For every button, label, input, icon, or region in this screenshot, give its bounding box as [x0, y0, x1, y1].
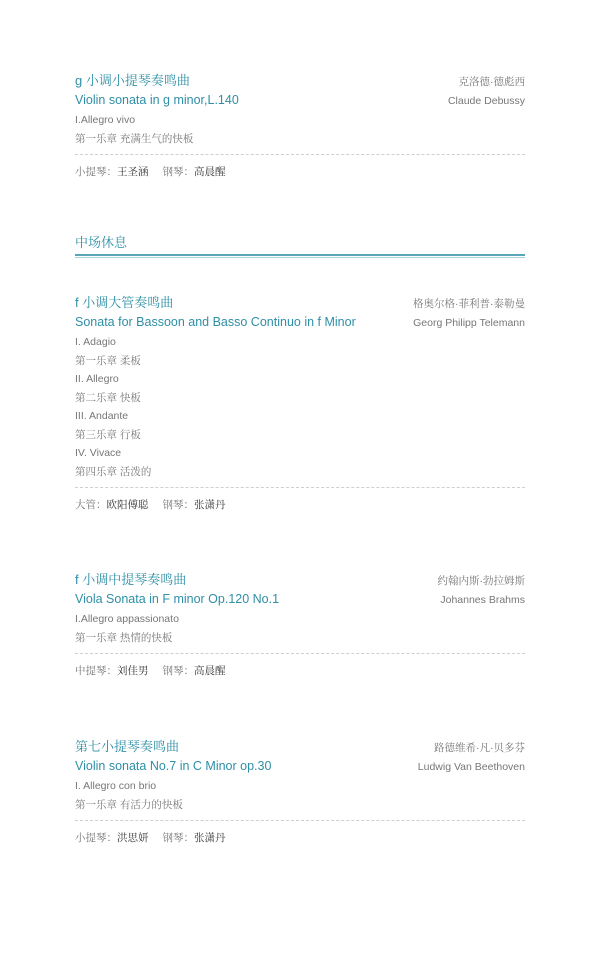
performer-role: 钢琴： — [162, 166, 194, 178]
composer-name-en: Claude Debussy — [447, 95, 525, 107]
performer-name: 张潇丹 — [194, 499, 226, 511]
movement-line: I.Allegro appassionato — [75, 613, 179, 625]
piece-title-en: Viola Sonata in F minor Op.120 No.1 — [75, 592, 280, 606]
movement-line: I. Adagio — [75, 336, 116, 348]
composer-name-en: Ludwig Van Beethoven — [417, 761, 525, 773]
movement-line: 第一乐章 热情的快板 — [75, 631, 173, 644]
movement-line: III. Andante — [75, 410, 129, 422]
composer-name-zh: 格奥尔格·菲利普·泰勒曼 — [413, 298, 525, 310]
intermission-divider — [75, 254, 525, 256]
composer-name-en: Johannes Brahms — [440, 594, 525, 606]
piece-title-zh: f 小调大管奏鸣曲 — [75, 295, 174, 310]
piece-title-en: Sonata for Bassoon and Basso Continuo in f Minor — [75, 315, 356, 329]
performers — [75, 163, 525, 181]
movement-line: 第一乐章 充满生气的快板 — [75, 132, 194, 145]
performer-name: 欧阳傅聪 — [106, 499, 149, 511]
movement-line: 第一乐章 柔板 — [75, 354, 141, 367]
program-piece-4 — [75, 738, 525, 847]
movement-line: 第三乐章 行板 — [75, 428, 141, 441]
intermission-label: 中场休息 — [75, 235, 128, 250]
movement-line: II. Allegro — [75, 373, 119, 385]
performer-name: 高晨醒 — [194, 166, 226, 178]
performers — [75, 662, 525, 680]
divider — [75, 487, 525, 488]
performer-role: 钢琴： — [162, 499, 194, 511]
performers — [75, 496, 525, 514]
piece-title-en: Violin sonata No.7 in C Minor op.30 — [75, 759, 272, 773]
piece-title-zh: 第七小提琴奏鸣曲 — [75, 739, 180, 754]
composer-name-zh: 约翰内斯·勃拉姆斯 — [437, 575, 525, 587]
movement-line: IV. Vivace — [75, 447, 122, 459]
composer-name-zh: 克洛德·德彪西 — [458, 76, 525, 88]
piece-title-zh: g 小调小提琴奏鸣曲 — [75, 73, 190, 88]
performers — [75, 829, 525, 847]
movement-line: 第一乐章 有活力的快板 — [75, 798, 183, 811]
performer-role: 小提琴： — [75, 832, 117, 844]
movement-line: 第四乐章 活泼的 — [75, 465, 152, 478]
performer-name: 洪思妍 — [117, 832, 149, 844]
piece-title-en: Violin sonata in g minor,L.140 — [75, 93, 239, 107]
performer-name: 王圣涵 — [117, 166, 149, 178]
divider — [75, 820, 525, 821]
performer-role: 大管： — [75, 499, 107, 511]
performer-name: 刘佳男 — [117, 665, 149, 677]
movement-line: 第二乐章 快板 — [75, 391, 141, 404]
performer-role: 小提琴： — [75, 166, 117, 178]
performer-name: 高晨醒 — [194, 665, 226, 677]
program-piece-3 — [75, 571, 525, 680]
movement-line: I. Allegro con brio — [75, 780, 157, 792]
piece-title-zh: f 小调中提琴奏鸣曲 — [75, 572, 187, 587]
composer-name-en: Georg Philipp Telemann — [413, 317, 525, 329]
movement-line: I.Allegro vivo — [75, 114, 136, 126]
intermission — [75, 234, 525, 256]
performer-role: 钢琴： — [162, 832, 194, 844]
composer-name-zh: 路德维希·凡·贝多芬 — [434, 742, 525, 754]
program-piece-1 — [75, 72, 525, 181]
program-piece-2 — [75, 294, 525, 514]
performer-role: 钢琴： — [162, 665, 194, 677]
divider — [75, 154, 525, 155]
performer-role: 中提琴： — [75, 665, 117, 677]
divider — [75, 653, 525, 654]
performer-name: 张潇丹 — [194, 832, 226, 844]
